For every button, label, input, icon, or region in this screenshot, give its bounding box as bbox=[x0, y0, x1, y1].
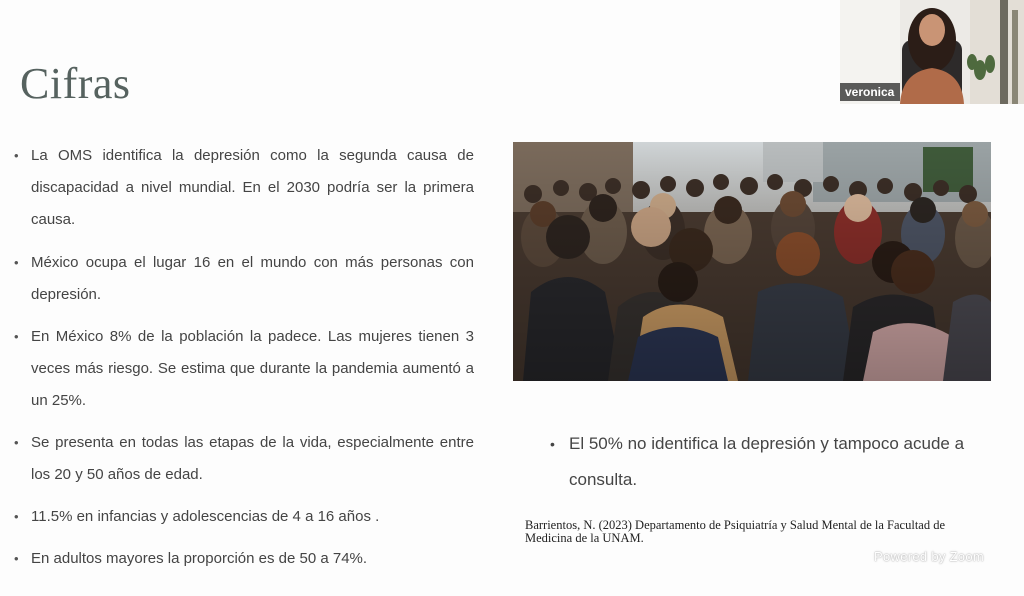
citation-text: Barrientos, N. (2023) Departamento de Psiquiatría y Salud Mental de la Facultad de Medicina de la UNAM. bbox=[525, 518, 946, 545]
bullet-icon: • bbox=[550, 436, 555, 452]
bullet-icon: • bbox=[14, 509, 19, 524]
list-item bbox=[14, 247, 474, 311]
bullet-icon: • bbox=[14, 551, 19, 566]
crowd-photo bbox=[513, 142, 991, 381]
participant-video-tile[interactable] bbox=[840, 0, 1024, 104]
bullet-text: Se presenta en todas las etapas de la vida, especialmente entre los 20 y 50 años de edad. bbox=[31, 434, 474, 483]
bullet-text: México ocupa el lugar 16 en el mundo con más personas con depresión. bbox=[31, 254, 474, 303]
bullet-icon: • bbox=[14, 255, 19, 270]
list-item bbox=[14, 321, 474, 417]
bullet-text: La OMS identifica la depresión como la segunda causa de discapacidad a nivel mundial. En el 2030 podría ser la primera causa. bbox=[31, 147, 474, 228]
bullet-list bbox=[14, 140, 474, 575]
bullet-text: 11.5% en infancias y adolescencias de 4 a 16 años . bbox=[31, 508, 380, 525]
bullet-icon: • bbox=[14, 329, 19, 344]
bullet-icon: • bbox=[14, 148, 19, 163]
participant-name: veronica bbox=[840, 83, 900, 101]
bullet-text: En adultos mayores la proporción es de 50 a 74%. bbox=[31, 550, 368, 567]
list-item bbox=[14, 140, 474, 236]
list-item bbox=[14, 501, 474, 533]
highlight-bullet-text: El 50% no identifica la depresión y tampoco acude a consulta. bbox=[569, 434, 965, 489]
zoom-watermark: Powered by Zoom bbox=[874, 549, 984, 564]
list-item bbox=[14, 427, 474, 491]
slide-title: Cifras bbox=[20, 59, 131, 108]
bullet-icon: • bbox=[14, 435, 19, 450]
bullet-text: En México 8% de la población la padece. Las mujeres tienen 3 veces más riesgo. Se estima que durante la pandemia aumentó a un 25%. bbox=[31, 328, 474, 409]
highlight-bullet bbox=[550, 426, 979, 498]
list-item bbox=[14, 543, 474, 575]
